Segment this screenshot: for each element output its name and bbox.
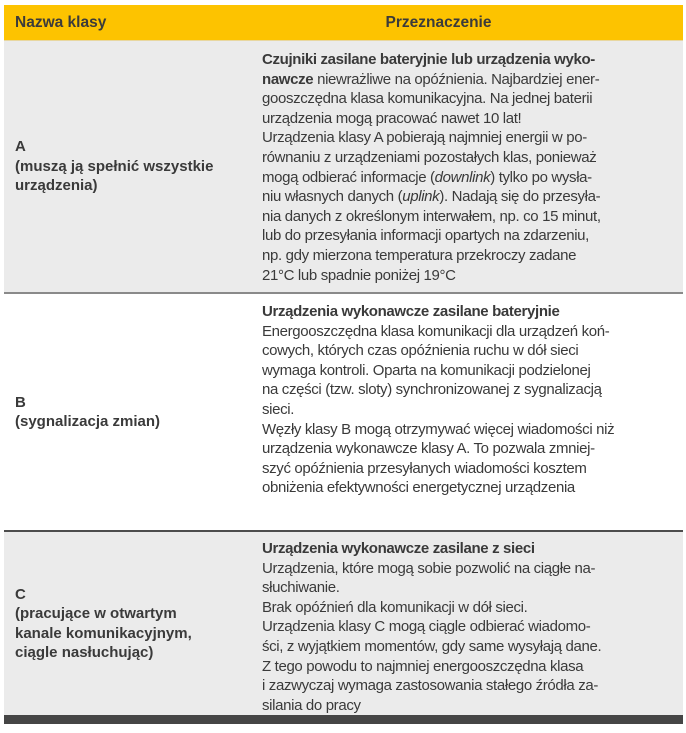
class-name-cell bbox=[4, 294, 256, 530]
class-description-line: ciągle nasłuchując) bbox=[15, 644, 154, 661]
purpose-line bbox=[262, 128, 673, 148]
purpose-text: niewrażliwe na opóźnienia. Najbardziej ener- bbox=[313, 70, 600, 88]
purpose-cell bbox=[256, 294, 683, 530]
purpose-line bbox=[262, 400, 673, 420]
class-name-cell bbox=[4, 41, 256, 292]
purpose-text: 21°C lub spadnie poniżej 19°C bbox=[262, 266, 456, 284]
purpose-text: ści, z wyjątkiem momentów, gdy same wysyłają dane. bbox=[262, 637, 602, 655]
class-letter: A bbox=[15, 138, 26, 156]
purpose-line bbox=[262, 226, 673, 246]
purpose-text: Węzły klasy B mogą otrzymywać więcej wiadomości niż bbox=[262, 420, 615, 438]
purpose-bold-text: Urządzenia wykonawcze zasilane bateryjnie bbox=[262, 303, 560, 320]
purpose-text: i zazwyczaj wymaga zastosowania stałego źródła za- bbox=[262, 677, 598, 695]
purpose-text: urządzenia mogą pracować nawet 10 lat! bbox=[262, 109, 522, 127]
purpose-text: urządzenia wykonawcze klasy A. To pozwala zmniej- bbox=[262, 440, 595, 458]
purpose-italic-term: downlink bbox=[434, 168, 491, 186]
purpose-line bbox=[262, 341, 673, 361]
purpose-line bbox=[262, 70, 673, 90]
purpose-text: równaniu z urządzeniami pozostałych klas, ponieważ bbox=[262, 148, 597, 166]
purpose-text: niu własnych danych ( bbox=[262, 188, 403, 206]
purpose-text: lub do przesyłania informacji opartych na zdarzeniu, bbox=[262, 227, 589, 245]
purpose-bold-text: Urządzenia wykonawcze zasilane z sieci bbox=[262, 540, 535, 557]
purpose-text: ). Nadają się do przesyła- bbox=[439, 188, 601, 206]
purpose-cell bbox=[256, 532, 683, 715]
purpose-text: Urządzenia, które mogą sobie pozwolić na ciągłe na- bbox=[262, 559, 596, 577]
purpose-line bbox=[262, 89, 673, 109]
purpose-text: sieci. bbox=[262, 400, 295, 418]
purpose-text: Brak opóźnień dla komunikacji w dół sieci. bbox=[262, 598, 528, 616]
class-name-cell bbox=[4, 532, 256, 715]
purpose-line bbox=[262, 559, 673, 579]
purpose-line bbox=[262, 676, 673, 696]
purpose-text: np. gdy mierzona temperatura przekroczy zadane bbox=[262, 246, 577, 264]
purpose-line bbox=[262, 207, 673, 227]
purpose-text: Z tego powodu to najmniej energooszczędna klasa bbox=[262, 657, 584, 675]
class-description-line: (muszą ją spełnić wszystkie bbox=[15, 157, 214, 175]
table-row-class-a bbox=[4, 41, 683, 294]
class-description-line: (sygnalizacja zmian) bbox=[15, 413, 161, 430]
purpose-text: wymaga kontroli. Oparta na komunikacji podzielonej bbox=[262, 361, 591, 379]
purpose-bold-text: nawcze bbox=[262, 70, 314, 88]
class-letter: C bbox=[15, 585, 26, 603]
lorawan-classes-table bbox=[4, 5, 683, 724]
purpose-line bbox=[262, 598, 673, 618]
purpose-text: Urządzenia klasy C mogą ciągle odbierać wiadomo- bbox=[262, 618, 591, 636]
purpose-line bbox=[262, 361, 673, 381]
purpose-text: Urządzenia klasy A pobierają najmniej energii w po- bbox=[262, 129, 587, 147]
purpose-line bbox=[262, 380, 673, 400]
purpose-text: mogą odbierać informacje ( bbox=[262, 168, 435, 186]
purpose-line bbox=[262, 539, 673, 559]
purpose-italic-term: uplink bbox=[402, 188, 440, 206]
purpose-text: Energooszczędna klasa komunikacji dla urządzeń koń- bbox=[262, 322, 610, 340]
purpose-line bbox=[262, 322, 673, 342]
purpose-text: silania do pracy bbox=[262, 696, 361, 714]
purpose-line bbox=[262, 168, 673, 188]
purpose-line bbox=[262, 109, 673, 129]
purpose-line bbox=[262, 578, 673, 598]
purpose-text: szyć opóźnienia przesyłanych wiadomości kosztem bbox=[262, 459, 587, 477]
purpose-text: na części (tzw. sloty) synchronizowanej z sygnalizacją bbox=[262, 381, 602, 399]
purpose-line bbox=[262, 302, 673, 322]
table-header bbox=[4, 5, 683, 41]
purpose-line bbox=[262, 617, 673, 637]
purpose-line bbox=[262, 246, 673, 266]
purpose-line bbox=[262, 148, 673, 168]
purpose-line bbox=[262, 187, 673, 207]
purpose-line bbox=[262, 459, 673, 479]
purpose-line bbox=[262, 637, 673, 657]
purpose-bold-text: Czujniki zasilane bateryjnie lub urządzenia wyko- bbox=[262, 51, 595, 68]
purpose-cell bbox=[256, 41, 683, 292]
class-description-line: (pracujące w otwartym bbox=[15, 605, 177, 622]
purpose-line bbox=[262, 266, 673, 286]
purpose-line bbox=[262, 420, 673, 440]
purpose-line bbox=[262, 439, 673, 459]
class-description-line: urządzenia) bbox=[15, 177, 98, 195]
purpose-line bbox=[262, 478, 673, 498]
purpose-text: obniżenia efektywności energetycznej urządzenia bbox=[262, 479, 575, 497]
purpose-text: ) tylko po wysła- bbox=[490, 168, 592, 186]
header-purpose: Przeznaczenie bbox=[385, 13, 492, 31]
purpose-line bbox=[262, 657, 673, 677]
purpose-text: nia danych z określonym interwałem, np. co 15 minut, bbox=[262, 207, 601, 225]
class-description-line: kanale komunikacyjnym, bbox=[15, 624, 192, 642]
header-class-name: Nazwa klasy bbox=[15, 13, 107, 31]
purpose-text: słuchiwanie. bbox=[262, 579, 340, 597]
table-row-class-c bbox=[4, 532, 683, 724]
purpose-line bbox=[262, 696, 673, 716]
purpose-text: cowych, których czas opóźnienia ruchu w dół sieci bbox=[262, 342, 579, 360]
purpose-line bbox=[262, 50, 673, 70]
table-row-class-b bbox=[4, 294, 683, 532]
class-letter: B bbox=[15, 393, 26, 411]
purpose-text: gooszczędna klasa komunikacyjna. Na jednej baterii bbox=[262, 90, 593, 108]
